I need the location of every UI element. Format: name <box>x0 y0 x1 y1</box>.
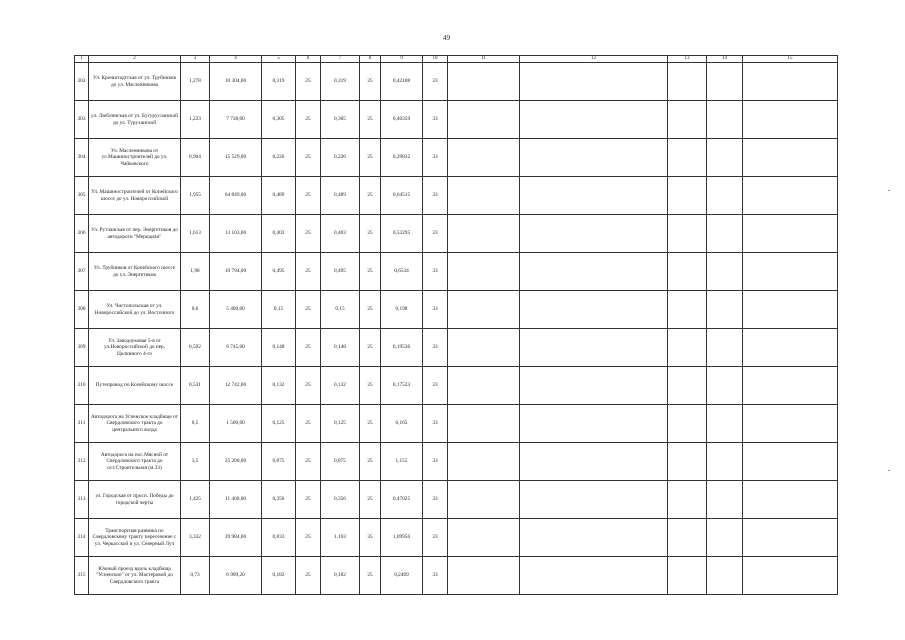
empty-cell <box>707 139 743 177</box>
empty-cell <box>707 63 743 101</box>
empty-cell <box>520 215 668 253</box>
empty-cell <box>520 443 668 481</box>
value-cell: 1 500,00 <box>210 405 262 443</box>
value-cell: 7 738,00 <box>210 101 262 139</box>
value-cell: 0,226 <box>262 139 296 177</box>
value-cell: 0,47025 <box>381 481 423 519</box>
road-name-cell: Южный проезд вдоль кладбища "Успенское" от ул. Мастеровой до Свердловского тракта <box>89 557 181 595</box>
empty-cell <box>520 557 668 595</box>
column-number: 7 <box>321 56 360 63</box>
value-cell: 0,5 <box>181 405 210 443</box>
value-cell: 25 <box>296 253 321 291</box>
table-row <box>75 443 838 481</box>
empty-cell <box>743 481 838 519</box>
value-cell: 0,904 <box>181 139 210 177</box>
value-cell: 0,875 <box>321 443 360 481</box>
value-cell: 0,592 <box>181 329 210 367</box>
value-cell: 0,19536 <box>381 329 423 367</box>
empty-cell <box>448 519 520 557</box>
value-cell: 0,64515 <box>381 177 423 215</box>
empty-cell <box>520 139 668 177</box>
empty-cell <box>668 481 707 519</box>
table-row <box>75 557 838 595</box>
value-cell: 0,6534 <box>381 253 423 291</box>
value-cell: 0,165 <box>381 405 423 443</box>
value-cell: 25 <box>360 215 381 253</box>
column-number: 8 <box>360 56 381 63</box>
empty-cell <box>520 291 668 329</box>
road-name-cell: ул. Люблинская от ул. Бугурусланской до ул. Туруханской <box>89 101 181 139</box>
row-number-cell: 310 <box>75 367 89 405</box>
value-cell: 25 <box>296 63 321 101</box>
value-cell: 13 103,00 <box>210 215 262 253</box>
row-number-cell: 302 <box>75 63 89 101</box>
value-cell: 6 909,20 <box>210 557 262 595</box>
value-cell: 25 <box>360 101 381 139</box>
column-number: 10 <box>423 56 448 63</box>
value-cell: 0,125 <box>321 405 360 443</box>
value-cell: 0,356 <box>321 481 360 519</box>
value-cell: 25 <box>360 291 381 329</box>
value-cell: 0,356 <box>262 481 296 519</box>
empty-cell <box>743 177 838 215</box>
road-name-cell: Ул. Чистопольская от ул. Новороссийской до ул. Восточного <box>89 291 181 329</box>
column-number: 3 <box>181 56 210 63</box>
value-cell: 25 <box>296 367 321 405</box>
row-number-cell: 305 <box>75 177 89 215</box>
empty-cell <box>707 215 743 253</box>
value-cell: 0,132 <box>321 367 360 405</box>
road-name-cell: ул. Городская от просп. Победы до городской черты <box>89 481 181 519</box>
value-cell: 0,495 <box>262 253 296 291</box>
value-cell: 0,15 <box>321 291 360 329</box>
empty-cell <box>448 101 520 139</box>
value-cell: 25 <box>360 481 381 519</box>
table-row <box>75 215 838 253</box>
value-cell: 1,155 <box>381 443 423 481</box>
value-cell: 0,148 <box>321 329 360 367</box>
column-number: 13 <box>668 56 707 63</box>
table-body <box>75 63 838 595</box>
empty-cell <box>520 481 668 519</box>
value-cell: 0,403 <box>321 215 360 253</box>
value-cell: 25 <box>296 291 321 329</box>
value-cell: 25 <box>360 405 381 443</box>
value-cell: 3,5 <box>181 443 210 481</box>
value-cell: 33 <box>423 253 448 291</box>
value-cell: 1,278 <box>181 63 210 101</box>
value-cell: 0,132 <box>262 367 296 405</box>
value-cell: 25 <box>360 443 381 481</box>
empty-cell <box>707 101 743 139</box>
value-cell: 0,182 <box>262 557 296 595</box>
empty-cell <box>743 519 838 557</box>
row-number-cell: 304 <box>75 139 89 177</box>
page-number: 49 <box>443 34 450 42</box>
empty-cell <box>668 63 707 101</box>
value-cell: 6 745,00 <box>210 329 262 367</box>
table-row <box>75 63 838 101</box>
empty-cell <box>520 253 668 291</box>
value-cell: 25 <box>296 329 321 367</box>
empty-cell <box>448 139 520 177</box>
empty-cell <box>448 177 520 215</box>
empty-cell <box>743 253 838 291</box>
table-row <box>75 291 838 329</box>
road-name-cell: Ул. Кронштадтская от ул. Трубников до ул. Масленникова <box>89 63 181 101</box>
table-row <box>75 177 838 215</box>
road-name-cell: Ул. Трубников от Копейского шоссе до ул. Энергетиков <box>89 253 181 291</box>
empty-cell <box>743 63 838 101</box>
empty-cell <box>707 291 743 329</box>
value-cell: 0,531 <box>181 367 210 405</box>
road-table <box>74 55 838 595</box>
scan-mark <box>888 470 890 471</box>
empty-cell <box>520 367 668 405</box>
empty-cell <box>668 291 707 329</box>
value-cell: 25 <box>296 481 321 519</box>
empty-cell <box>743 329 838 367</box>
value-cell: 0,305 <box>262 101 296 139</box>
empty-cell <box>520 405 668 443</box>
empty-cell <box>743 291 838 329</box>
value-cell: 0,319 <box>321 63 360 101</box>
value-cell: 1,98 <box>181 253 210 291</box>
row-number-cell: 306 <box>75 215 89 253</box>
value-cell: 25 <box>296 443 321 481</box>
scan-mark <box>888 190 890 191</box>
value-cell: 0,125 <box>262 405 296 443</box>
value-cell: 5 400,00 <box>210 291 262 329</box>
empty-cell <box>707 367 743 405</box>
empty-cell <box>707 481 743 519</box>
road-name-cell: Ул. Машиностроителей от Копейского шоссе до ул. Новороссийской <box>89 177 181 215</box>
value-cell: 1,613 <box>181 215 210 253</box>
road-name-cell: Ул. Масленникова от ул.Машиностроителей до ул. Чайковского <box>89 139 181 177</box>
value-cell: 25 <box>296 215 321 253</box>
empty-cell <box>668 101 707 139</box>
empty-cell <box>668 557 707 595</box>
value-cell: 33 <box>423 443 448 481</box>
value-cell: 25 <box>360 253 381 291</box>
value-cell: 35 <box>360 519 381 557</box>
value-cell: 33 <box>423 139 448 177</box>
value-cell: 25 <box>296 557 321 595</box>
empty-cell <box>743 405 838 443</box>
table-row <box>75 101 838 139</box>
value-cell: 0,305 <box>321 101 360 139</box>
value-cell: 12 742,00 <box>210 367 262 405</box>
value-cell: 25 <box>296 177 321 215</box>
table-row <box>75 329 838 367</box>
value-cell: 33 <box>423 481 448 519</box>
value-cell: 25 <box>360 329 381 367</box>
empty-cell <box>520 177 668 215</box>
empty-cell <box>448 253 520 291</box>
value-cell: 0,148 <box>262 329 296 367</box>
empty-cell <box>668 329 707 367</box>
table-row <box>75 139 838 177</box>
value-cell: 25 <box>296 139 321 177</box>
value-cell: 0,73 <box>181 557 210 595</box>
value-cell: 0,495 <box>321 253 360 291</box>
value-cell: 25 200,00 <box>210 443 262 481</box>
value-cell: 0,319 <box>262 63 296 101</box>
table-row <box>75 405 838 443</box>
column-number: 6 <box>296 56 321 63</box>
value-cell: 0,182 <box>321 557 360 595</box>
value-cell: 33 <box>423 63 448 101</box>
column-number: 12 <box>520 56 668 63</box>
column-number-row <box>75 56 838 63</box>
empty-cell <box>707 519 743 557</box>
empty-cell <box>668 367 707 405</box>
value-cell: 0,2409 <box>381 557 423 595</box>
value-cell: 25 <box>360 557 381 595</box>
empty-cell <box>707 253 743 291</box>
column-number: 1 <box>75 56 89 63</box>
empty-cell <box>668 215 707 253</box>
empty-cell <box>448 481 520 519</box>
empty-cell <box>668 177 707 215</box>
value-cell: 0,198 <box>381 291 423 329</box>
empty-cell <box>448 291 520 329</box>
row-number-cell: 307 <box>75 253 89 291</box>
row-number-cell: 314 <box>75 519 89 557</box>
empty-cell <box>520 101 668 139</box>
table-row <box>75 253 838 291</box>
empty-cell <box>707 557 743 595</box>
value-cell: 33 <box>423 177 448 215</box>
value-cell: 0,29832 <box>381 139 423 177</box>
value-cell: 10 304,00 <box>210 63 262 101</box>
empty-cell <box>707 329 743 367</box>
value-cell: 1,223 <box>181 101 210 139</box>
value-cell: 25 <box>296 101 321 139</box>
value-cell: 33 <box>423 215 448 253</box>
empty-cell <box>668 253 707 291</box>
column-number: 9 <box>381 56 423 63</box>
road-name-cell: Ул. Рутланская от пер. Энергетиков до автодороги "Меридиан" <box>89 215 181 253</box>
column-number: 2 <box>89 56 181 63</box>
value-cell: 0,15 <box>262 291 296 329</box>
empty-cell <box>668 519 707 557</box>
empty-cell <box>668 443 707 481</box>
value-cell: 0,403 <box>262 215 296 253</box>
empty-cell <box>743 215 838 253</box>
value-cell: 25 <box>360 139 381 177</box>
column-number: 15 <box>743 56 838 63</box>
column-number: 14 <box>707 56 743 63</box>
empty-cell <box>707 405 743 443</box>
empty-cell <box>448 329 520 367</box>
value-cell: 0,226 <box>321 139 360 177</box>
value-cell: 0,489 <box>321 177 360 215</box>
value-cell: 0,833 <box>262 519 296 557</box>
road-name-cell: Автодорога на пос.Мясной от Свердловского тракта до ост.Строительная (м.33) <box>89 443 181 481</box>
empty-cell <box>743 367 838 405</box>
value-cell: 25 <box>360 177 381 215</box>
empty-cell <box>520 519 668 557</box>
value-cell: 33 <box>423 291 448 329</box>
column-number: 5 <box>262 56 296 63</box>
empty-cell <box>448 63 520 101</box>
value-cell: 0,489 <box>262 177 296 215</box>
value-cell: 11 400,00 <box>210 481 262 519</box>
value-cell: 0,42108 <box>381 63 423 101</box>
value-cell: 10 794,00 <box>210 253 262 291</box>
value-cell: 0,40359 <box>381 101 423 139</box>
table-row <box>75 367 838 405</box>
value-cell: 39 984,00 <box>210 519 262 557</box>
value-cell: 3,332 <box>181 519 210 557</box>
road-name-cell: Ул. Заводоуковая 5-я от ул.Новороссийской до пер. Целинного 4-го <box>89 329 181 367</box>
empty-cell <box>707 443 743 481</box>
empty-cell <box>448 557 520 595</box>
value-cell: 25 <box>296 405 321 443</box>
empty-cell <box>743 101 838 139</box>
empty-cell <box>743 139 838 177</box>
value-cell: 1,955 <box>181 177 210 215</box>
value-cell: 1,163 <box>321 519 360 557</box>
row-number-cell: 309 <box>75 329 89 367</box>
road-name-cell: Путепровод по Копейскому шоссе <box>89 367 181 405</box>
road-name-cell: Транспортная развязка по Свердловскому тракту пересечение с ул. Черкасской и ул. Северный Луч <box>89 519 181 557</box>
value-cell: 64 849,00 <box>210 177 262 215</box>
value-cell: 25 <box>360 63 381 101</box>
value-cell: 0,17523 <box>381 367 423 405</box>
empty-cell <box>668 405 707 443</box>
empty-cell <box>743 443 838 481</box>
value-cell: 15 529,00 <box>210 139 262 177</box>
empty-cell <box>707 177 743 215</box>
value-cell: 0,53295 <box>381 215 423 253</box>
value-cell: 0,875 <box>262 443 296 481</box>
column-number: 11 <box>448 56 520 63</box>
value-cell: 25 <box>360 367 381 405</box>
table-row <box>75 519 838 557</box>
table-row <box>75 481 838 519</box>
value-cell: 1,425 <box>181 481 210 519</box>
value-cell: 33 <box>423 329 448 367</box>
value-cell: 33 <box>423 405 448 443</box>
row-number-cell: 312 <box>75 443 89 481</box>
value-cell: 0,6 <box>181 291 210 329</box>
empty-cell <box>520 329 668 367</box>
empty-cell <box>743 557 838 595</box>
empty-cell <box>668 139 707 177</box>
column-number: 4 <box>210 56 262 63</box>
value-cell: 25 <box>296 519 321 557</box>
row-number-cell: 313 <box>75 481 89 519</box>
value-cell: 33 <box>423 557 448 595</box>
empty-cell <box>448 405 520 443</box>
row-number-cell: 311 <box>75 405 89 443</box>
value-cell: 33 <box>423 101 448 139</box>
value-cell: 33 <box>423 519 448 557</box>
empty-cell <box>448 367 520 405</box>
empty-cell <box>520 63 668 101</box>
row-number-cell: 303 <box>75 101 89 139</box>
value-cell: 33 <box>423 367 448 405</box>
row-number-cell: 308 <box>75 291 89 329</box>
row-number-cell: 315 <box>75 557 89 595</box>
road-name-cell: Автодорога на Успенское кладбище от Свердловского тракта до центрального входа <box>89 405 181 443</box>
value-cell: 1,09956 <box>381 519 423 557</box>
empty-cell <box>448 443 520 481</box>
empty-cell <box>448 215 520 253</box>
